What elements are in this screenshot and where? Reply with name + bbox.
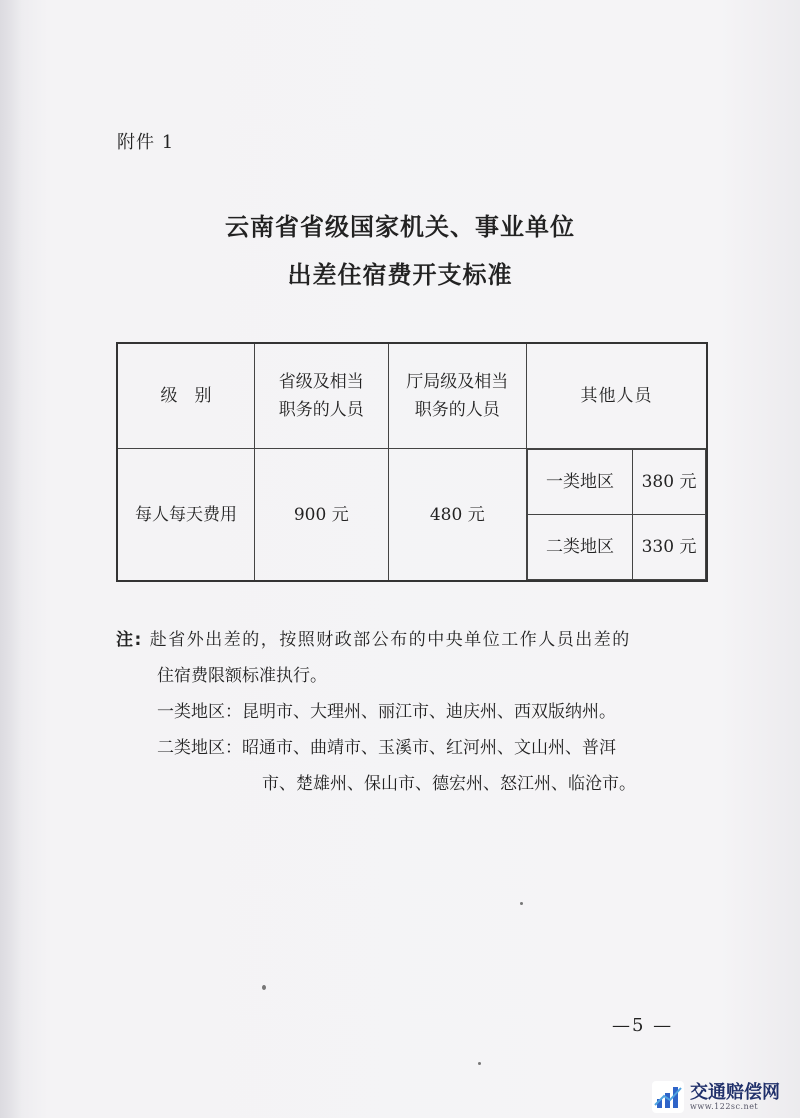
- table-header-row: [117, 343, 707, 449]
- class2-note-continued: 市、楚雄州、保山市、德宏州、怒江州、临沧市。: [262, 774, 636, 794]
- provincial-value: 900 元: [255, 449, 389, 582]
- scan-speck: [262, 985, 266, 990]
- row-label: 每人每天费用: [117, 449, 255, 582]
- class2-note: [116, 730, 716, 766]
- note-label: 注:: [116, 630, 143, 650]
- title-line-1: 云南省省级国家机关、事业单位: [225, 213, 575, 241]
- watermark: [652, 1076, 800, 1118]
- class1-category: 一类地区: [528, 450, 633, 515]
- class1-value: 380 元: [633, 450, 706, 515]
- header-provincial: 省级及相当 职务的人员: [255, 343, 389, 449]
- class1-note: [116, 694, 716, 730]
- other-personnel-cell: [527, 449, 707, 582]
- page-fold-shadow: [0, 0, 22, 1118]
- title-line-2: 出差住宿费开支标准: [287, 261, 513, 289]
- table-row: [117, 449, 707, 582]
- standards-table: [116, 342, 708, 582]
- class1-note-list: 昆明市、大理州、丽江市、迪庆州、西双版纳州。: [242, 702, 616, 722]
- note-text-1: 赴省外出差的，按照财政部公布的中央单位工作人员出差的: [149, 630, 631, 650]
- class2-row: [528, 515, 706, 580]
- class2-note-list-1: 昭通市、曲靖市、玉溪市、红河州、文山州、普洱: [242, 738, 616, 758]
- watermark-url: www.122sc.net: [690, 1101, 759, 1111]
- watermark-text: 交通赔偿网: [690, 1081, 780, 1103]
- notes-section: [116, 622, 716, 802]
- header-level: 级 别: [117, 343, 255, 449]
- attachment-label: 附件 1: [117, 132, 175, 153]
- class2-value: 330 元: [633, 515, 706, 580]
- class1-note-label: 一类地区：: [157, 702, 242, 722]
- header-other: 其他人员: [527, 343, 707, 449]
- class2-note-label: 二类地区：: [157, 738, 242, 758]
- bureau-value: 480 元: [388, 449, 527, 582]
- note-line-1: [116, 622, 716, 658]
- bar-chart-logo-icon: [652, 1081, 684, 1113]
- page-number: —5 —: [612, 1015, 674, 1036]
- other-personnel-subtable: [527, 449, 706, 580]
- scan-speck: [520, 902, 523, 905]
- scan-speck: [478, 1062, 481, 1065]
- class2-category: 二类地区: [528, 515, 633, 580]
- class1-row: [528, 450, 706, 515]
- watermark-text-block: [690, 1081, 780, 1111]
- note-line-2: 住宿费限额标准执行。: [157, 666, 327, 686]
- header-bureau: 厅局级及相当 职务的人员: [388, 343, 527, 449]
